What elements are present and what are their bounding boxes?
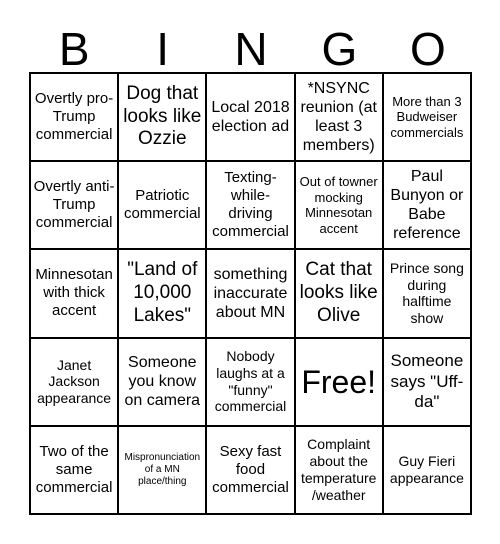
header-letter-b: B (58, 23, 90, 75)
bingo-grid (29, 72, 472, 515)
bingo-cell[interactable]: Free! (295, 338, 383, 426)
bingo-cell[interactable]: Overtly anti-Trump commercial (30, 161, 118, 249)
bingo-cell[interactable]: Sexy fast food commercial (206, 426, 294, 514)
bingo-cell[interactable]: Complaint about the temperature /weather (295, 426, 383, 514)
bingo-cell[interactable]: Two of the same commercial (30, 426, 118, 514)
bingo-cell[interactable]: Out of towner mocking Minnesotan accent (295, 161, 383, 249)
bingo-cell[interactable]: Prince song during halftime show (383, 249, 471, 337)
bingo-header (30, 22, 472, 76)
header-letter-o: O (409, 23, 446, 75)
bingo-cell[interactable]: Someone says "Uff-da" (383, 338, 471, 426)
header-letter-n: N (234, 23, 268, 75)
bingo-cell[interactable]: Dog that looks like Ozzie (118, 73, 206, 161)
bingo-cell[interactable]: More than 3 Budweiser commercials (383, 73, 471, 161)
bingo-cell[interactable]: *NSYNC reunion (at least 3 members) (295, 73, 383, 161)
bingo-cell[interactable]: Paul Bunyon or Babe reference (383, 161, 471, 249)
bingo-cell[interactable]: Cat that looks like Olive (295, 249, 383, 337)
bingo-cell[interactable]: Guy Fieri appearance (383, 426, 471, 514)
bingo-cell[interactable]: Nobody laughs at a "funny" commercial (206, 338, 294, 426)
bingo-cell[interactable]: Janet Jackson appearance (30, 338, 118, 426)
header-letter-i: I (156, 23, 169, 75)
bingo-cell[interactable]: "Land of 10,000 Lakes" (118, 249, 206, 337)
bingo-cell[interactable]: Someone you know on camera (118, 338, 206, 426)
bingo-cell[interactable]: Mispronunciation of a MN place/thing (118, 426, 206, 514)
bingo-cell[interactable]: Texting-while-driving commercial (206, 161, 294, 249)
bingo-cell[interactable]: Patriotic commercial (118, 161, 206, 249)
bingo-cell[interactable]: Minnesotan with thick accent (30, 249, 118, 337)
bingo-cell[interactable]: Local 2018 election ad (206, 73, 294, 161)
header-letter-g: G (321, 23, 358, 75)
bingo-cell[interactable]: something inaccurate about MN (206, 249, 294, 337)
bingo-cell[interactable]: Overtly pro-Trump commercial (30, 73, 118, 161)
